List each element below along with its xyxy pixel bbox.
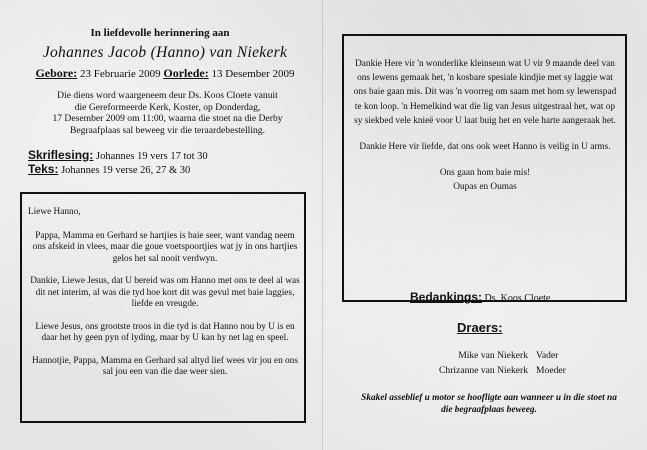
letter-paragraph: Dankie, Liewe Jesus, dat U bereid was om Hanno met ons te deel al was dit net interim, al was die tyd hoe kort dit was gevul met baie laggies, liefde en vreugde. bbox=[30, 276, 300, 309]
bearer-row bbox=[378, 348, 588, 363]
born-value: 23 Februarie 2009 bbox=[79, 68, 161, 80]
service-line: 17 Desember 2009 om 11:00, waarna die stoet na die Derby bbox=[52, 113, 283, 125]
letter-paragraph: Hannotjie, Pappa, Mamma en Gerhard sal altyd lief wees vir jou en ons sal jou een van die dae weer sien. bbox=[32, 355, 298, 377]
grandparents-message bbox=[350, 57, 620, 195]
died-value: 13 Desember 2009 bbox=[211, 68, 295, 80]
died-label: Oorlede: bbox=[163, 66, 209, 80]
thanks-paragraph: Dankie Here vir 'n wonderlike kleinseun wat U vir 9 maande deel van ons lewens gemaak het, 'n kosbare spesiale kindjie met sy laggie wat ons baie gaan mis. Dit was 'n voorreg om saam met hom sy lewenspad te kon loop. 'n Hemelkind wat die lig van Jesus uitgestraal het, wat op sy siekbed vele knieë voor U laat buig het en vele harte aangeraak het. bbox=[353, 59, 617, 126]
intro-heading: In liefdevolle herinnering aan bbox=[90, 27, 230, 39]
scripture-section bbox=[28, 149, 308, 177]
bedankings-value: Ds. Koos Cloete bbox=[484, 293, 551, 304]
reading-value: Johannes 19 vers 17 tot 30 bbox=[95, 151, 208, 162]
text-line bbox=[28, 163, 308, 177]
reading-label: Skriflesing: bbox=[28, 148, 94, 162]
bedankings-label: Bedankings: bbox=[410, 290, 483, 304]
letter-greeting: Liewe Hanno, bbox=[28, 207, 81, 217]
thanks-paragraph: Dankie Here vir liefde, dat ons ook weet Hanno is veilig in U arms. bbox=[359, 142, 611, 153]
bearer-role: Moeder bbox=[536, 365, 566, 376]
service-line: die Gereformeerde Kerk, Koster, op Donderdag, bbox=[74, 101, 261, 113]
text-label: Teks: bbox=[28, 162, 59, 176]
acknowledgements bbox=[410, 290, 550, 304]
headlights-note: Skakel asseblief u motor se hoofligte aan wanneer u in die stoet na die begraafplaas beweeg. bbox=[361, 393, 617, 415]
bearer-role: Vader bbox=[536, 350, 559, 361]
service-line: Begraafplaas sal beweeg vir die teraardebestelling. bbox=[70, 124, 265, 136]
service-line: Die diens word waargeneem deur Ds. Koos Cloete vanuit bbox=[57, 90, 278, 101]
born-label: Gebore: bbox=[35, 66, 78, 80]
letter-paragraph: Pappa, Mamma en Gerhard se hartjies is baie seer, want vandag neem ons afskeid in vlees, maar die goue voetspoortjies wat jy in ons hartjies gelos het sal nooit verdwyn. bbox=[32, 230, 298, 264]
bearer-name: Mike van Niekerk bbox=[458, 350, 528, 361]
reading-line bbox=[28, 149, 308, 163]
bearer-row bbox=[378, 363, 588, 378]
dates-line bbox=[20, 66, 310, 81]
service-details bbox=[30, 90, 305, 136]
letter-paragraph: Liewe Jesus, ons grootste troos in die tyd is dat Hanno nou by U is en daar het hy geen pyn of lyding, maar by U kan hy net lag en speel. bbox=[35, 321, 295, 343]
deceased-name: Johannes Jacob (Hanno) van Niekerk bbox=[42, 44, 288, 61]
signature: Oupas en Oumas bbox=[453, 182, 517, 193]
bearers-list bbox=[378, 348, 588, 378]
thanks-line: Ons gaan hom baie mis! bbox=[439, 168, 531, 179]
text-value: Johannes 19 verse 26, 27 & 30 bbox=[61, 165, 191, 176]
fold-line bbox=[322, 0, 323, 450]
letter-to-hanno bbox=[28, 207, 302, 390]
bearer-name: Chrizanne van Niekerk bbox=[439, 365, 528, 376]
bearers-heading: Draers: bbox=[457, 320, 503, 335]
